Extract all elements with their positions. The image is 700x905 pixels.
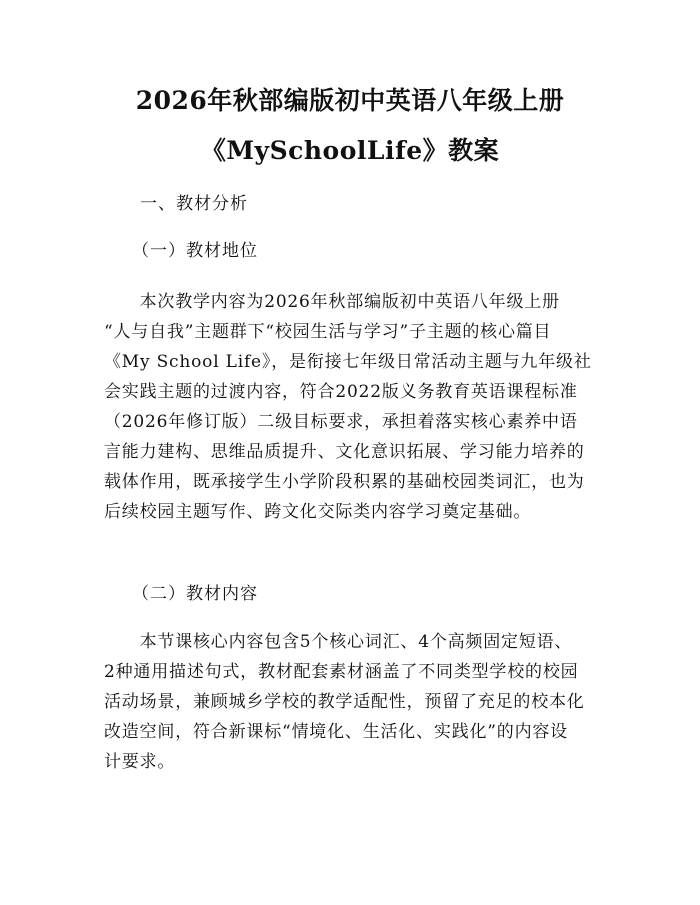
paragraph-line: 《My School Life》，是衔接七年级日常活动主题与九年级社 (104, 352, 592, 372)
paragraph-line: 后续校园主题写作、跨文化交际类内容学习奠定基础。 (104, 502, 532, 522)
paragraph-line: 2种通用描述句式，教材配套素材涵盖了不同类型学校的校园 (104, 662, 579, 682)
subsection-heading-material-content: （二）教材内容 (132, 584, 258, 604)
section-heading-material-analysis: 一、教材分析 (140, 194, 248, 214)
paragraph-material-position (104, 287, 604, 527)
paragraph-line: 活动场景，兼顾城乡学校的教学适配性，预留了充足的校本化 (104, 692, 585, 712)
paragraph-line: 会实践主题的过渡内容，符合2022版义务教育英语课程标准 (104, 382, 578, 402)
document-title-line-1: 2026年秋部编版初中英语八年级上册 (135, 86, 565, 115)
paragraph-line: 言能力建构、思维品质提升、文化意识拓展、学习能力培养的 (104, 442, 585, 462)
paragraph-material-content (104, 627, 604, 777)
paragraph-line: “人与自我”主题群下“校园生活与学习”子主题的核心篇目 (104, 322, 552, 342)
paragraph-line: 载体作用，既承接学生小学阶段积累的基础校园类词汇，也为 (104, 472, 585, 492)
paragraph-line: 改造空间，符合新课标“情境化、生活化、实践化”的内容设 (104, 722, 568, 742)
paragraph-line: 本节课核心内容包含5个核心词汇、4个高频固定短语、 (104, 632, 573, 652)
paragraph-line: 本次教学内容为2026年秋部编版初中英语八年级上册 (104, 292, 560, 312)
paragraph-line: （2026年修订版）二级目标要求，承担着落实核心素养中语 (104, 412, 578, 432)
document-title-line-2: 《MySchoolLife》教案 (200, 136, 500, 165)
paragraph-line: 计要求。 (104, 752, 176, 772)
subsection-heading-material-position: （一）教材地位 (132, 241, 258, 261)
